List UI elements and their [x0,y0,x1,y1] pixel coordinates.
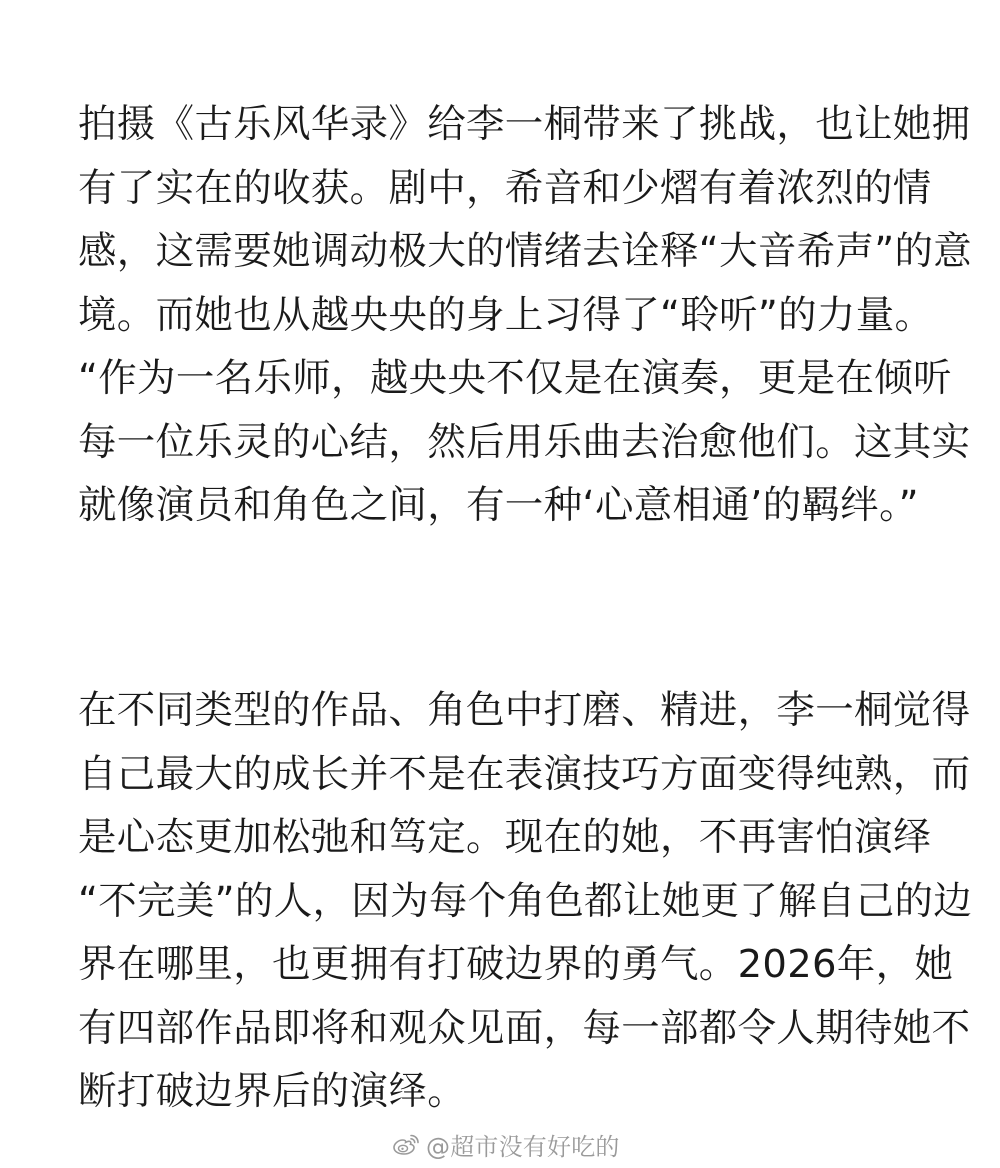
text-line: 有四部作品即将和观众见面，每一部都令人期待她不 [78,1005,971,1051]
watermark [392,1128,620,1160]
text-line: 感，这需要她调动极大的情绪去诠释“大音希声”的意 [78,229,973,274]
text-line: 境。而她也从越央央的身上习得了“聆听”的力量。 [78,292,934,338]
text-line: 在不同类型的作品、角色中打磨、精进，李一桐觉得 [78,688,971,733]
text-line: 拍摄《古乐风华录》给李一桐带来了挑战，也让她拥 [78,102,971,147]
text-line: “作为一名乐师，越央央不仅是在演奏，更是在倾听 [78,356,952,401]
paragraph-1 [78,93,973,538]
text-line: “不完美”的人，因为每个角色都让她更了解自己的边 [78,878,973,924]
text-line: 就像演员和角色之间，有一种‘心意相通’的羁绊。” [78,483,919,528]
text-line: 界在哪里，也更拥有打破边界的勇气。2026年，她 [78,942,954,987]
text-line: 自己最大的成长并不是在表演技巧方面变得纯熟，而 [78,751,971,797]
text-line: 是心态更加松弛和笃定。现在的她，不再害怕演绎 [78,815,932,860]
text-line: 断打破边界后的演绎。 [78,1069,467,1114]
weibo-icon [392,1132,420,1156]
text-line: 每一位乐灵的心结，然后用乐曲去治愈他们。这其实 [78,419,971,465]
text-line: 有了实在的收获。剧中，希音和少熠有着浓烈的情 [78,165,932,211]
watermark-text: @超市没有好吃的 [426,1132,620,1161]
paragraph-2 [78,679,973,1124]
